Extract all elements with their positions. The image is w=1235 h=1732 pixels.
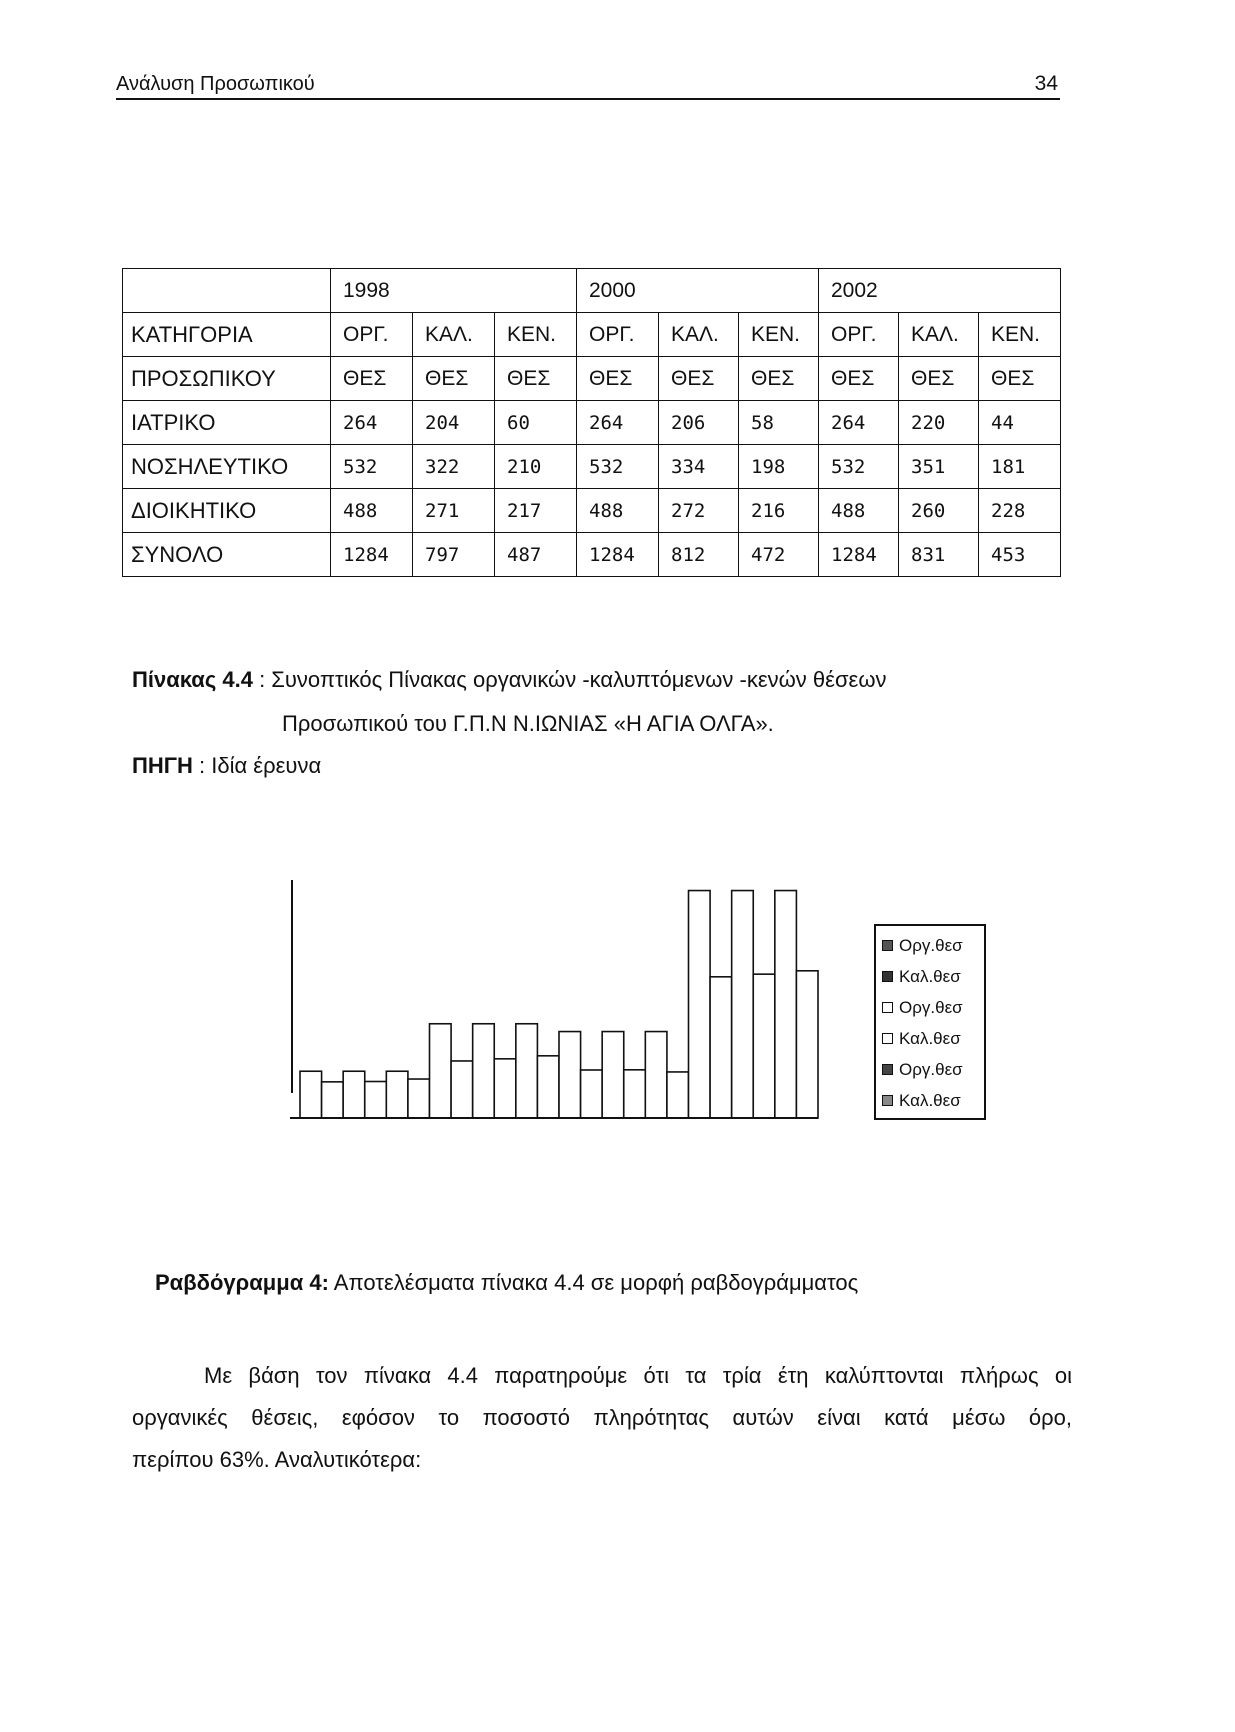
value-cell: 220: [899, 401, 979, 445]
value-cell: 532: [819, 445, 899, 489]
value-cell: 532: [331, 445, 413, 489]
chart-caption-label: Ραβδόγραμμα 4:: [155, 1270, 329, 1295]
legend-swatch-icon: [882, 1064, 893, 1075]
bar: [581, 1070, 603, 1118]
column-header-cell: ΘΕΣ: [739, 357, 819, 401]
value-cell: 217: [495, 489, 577, 533]
value-cell: 60: [495, 401, 577, 445]
year-cell: 1998: [331, 269, 577, 313]
empty-corner-cell: [123, 269, 331, 313]
table-row: [123, 489, 1061, 533]
legend-label: Οργ.θεσ: [899, 935, 963, 955]
column-header-cell: ΟΡΓ.: [819, 313, 899, 357]
value-cell: 322: [413, 445, 495, 489]
table-caption: [132, 667, 887, 693]
bar: [365, 1082, 387, 1118]
bar: [430, 1024, 452, 1118]
page-header: [116, 68, 1060, 100]
legend-swatch-icon: [882, 971, 893, 982]
value-cell: 472: [739, 533, 819, 577]
value-cell: 271: [413, 489, 495, 533]
column-header-row: [123, 313, 1061, 357]
category-cell: ΝΟΣΗΛΕΥΤΙΚΟ: [123, 445, 331, 489]
legend-item: [882, 930, 984, 961]
legend-swatch-icon: [882, 940, 893, 951]
legend-item: [882, 992, 984, 1023]
column-header-cell: ΚΕΝ.: [979, 313, 1061, 357]
bar: [386, 1071, 408, 1118]
value-cell: 228: [979, 489, 1061, 533]
table-row: [123, 401, 1061, 445]
bar: [300, 1071, 322, 1118]
paragraph-line: περίπου 63%. Αναλυτικότερα:: [132, 1447, 422, 1472]
chart-caption-text: Αποτελέσματα πίνακα 4.4 σε μορφή ραβδογράμματος: [328, 1270, 859, 1295]
value-cell: 487: [495, 533, 577, 577]
table-caption-text: : Συνοπτικός Πίνακας οργανικών -καλυπτόμενων -κενών θέσεων: [252, 667, 887, 692]
paragraph-line: Με βάση τον πίνακα 4.4 παρατηρούμε ότι τα τρία έτη καλύπτονται πλήρως οι: [204, 1363, 1072, 1388]
value-cell: 453: [979, 533, 1061, 577]
legend-label: Καλ.θεσ: [899, 1090, 961, 1110]
value-cell: 797: [413, 533, 495, 577]
legend-label: Οργ.θεσ: [899, 1059, 963, 1079]
value-cell: 260: [899, 489, 979, 533]
category-cell: ΣΥΝΟΛΟ: [123, 533, 331, 577]
bar: [689, 891, 711, 1118]
value-cell: 812: [659, 533, 739, 577]
paragraph-line: οργανικές θέσεις, εφόσον το ποσοστό πληρότητας αυτών είναι κατά μέσω όρο,: [132, 1405, 1072, 1430]
source-text: : Ιδία έρευνα: [192, 753, 322, 778]
value-cell: 44: [979, 401, 1061, 445]
bar: [516, 1024, 538, 1118]
legend-item: [882, 1023, 984, 1054]
year-header-row: [123, 269, 1061, 313]
table-source: [132, 753, 321, 779]
table-caption-continued: Προσωπικού του Γ.Π.Ν Ν.ΙΩΝΙΑΣ «Η ΑΓΙΑ ΟΛΓΑ».: [282, 711, 774, 736]
category-header-cell: ΚΑΤΗΓΟΡΙΑ: [123, 313, 331, 357]
column-header-cell: ΘΕΣ: [331, 357, 413, 401]
value-cell: 334: [659, 445, 739, 489]
bar-chart: [290, 860, 830, 1130]
chart-marks: [300, 891, 818, 1118]
column-header-cell: ΚΕΝ.: [495, 313, 577, 357]
value-cell: 272: [659, 489, 739, 533]
legend-swatch-icon: [882, 1033, 893, 1044]
bar: [710, 977, 732, 1118]
bar: [408, 1079, 430, 1118]
bar: [645, 1032, 667, 1118]
value-cell: 488: [819, 489, 899, 533]
chart-caption: [155, 1270, 858, 1296]
column-header-cell: ΚΑΛ.: [659, 313, 739, 357]
year-cell: 2000: [577, 269, 819, 313]
table-row: [123, 533, 1061, 577]
category-cell: ΔΙΟΙΚΗΤΙΚΟ: [123, 489, 331, 533]
legend-item: [882, 1085, 984, 1116]
column-header-cell: ΘΕΣ: [577, 357, 659, 401]
chart-legend: [874, 924, 986, 1120]
value-cell: 58: [739, 401, 819, 445]
column-header-cell: ΘΕΣ: [495, 357, 577, 401]
column-header-cell: ΘΕΣ: [659, 357, 739, 401]
value-cell: 216: [739, 489, 819, 533]
category-cell: ΙΑΤΡΙΚΟ: [123, 401, 331, 445]
bar: [602, 1032, 624, 1118]
bar: [775, 891, 797, 1118]
value-cell: 181: [979, 445, 1061, 489]
value-cell: 831: [899, 533, 979, 577]
bar: [624, 1070, 646, 1118]
legend-label: Οργ.θεσ: [899, 997, 963, 1017]
page-number: 34: [1034, 72, 1058, 95]
bar: [322, 1082, 344, 1118]
column-header-row: [123, 357, 1061, 401]
value-cell: 264: [331, 401, 413, 445]
table-row: [123, 445, 1061, 489]
bar: [473, 1024, 495, 1118]
value-cell: 206: [659, 401, 739, 445]
header-title: Ανάλυση Προσωπικού: [116, 73, 315, 95]
staff-positions-table: [122, 268, 1061, 577]
column-header-cell: ΚΑΛ.: [899, 313, 979, 357]
value-cell: 204: [413, 401, 495, 445]
value-cell: 532: [577, 445, 659, 489]
bar: [732, 891, 754, 1118]
bar: [559, 1032, 581, 1118]
bar: [451, 1061, 473, 1118]
column-header-cell: ΘΕΣ: [819, 357, 899, 401]
bar: [537, 1056, 559, 1118]
legend-item: [882, 961, 984, 992]
value-cell: 1284: [577, 533, 659, 577]
value-cell: 210: [495, 445, 577, 489]
bar: [494, 1059, 516, 1118]
value-cell: 1284: [819, 533, 899, 577]
value-cell: 488: [331, 489, 413, 533]
legend-label: Καλ.θεσ: [899, 966, 961, 986]
bar: [753, 974, 775, 1118]
year-cell: 2002: [819, 269, 1061, 313]
column-header-cell: ΘΕΣ: [413, 357, 495, 401]
value-cell: 1284: [331, 533, 413, 577]
source-label: ΠΗΓΗ: [132, 753, 193, 778]
value-cell: 488: [577, 489, 659, 533]
body-paragraph: [132, 1355, 1072, 1481]
legend-swatch-icon: [882, 1002, 893, 1013]
bar: [796, 971, 818, 1118]
value-cell: 198: [739, 445, 819, 489]
table-caption-label: Πίνακας 4.4: [132, 667, 253, 692]
column-header-cell: ΘΕΣ: [979, 357, 1061, 401]
legend-item: [882, 1054, 984, 1085]
legend-swatch-icon: [882, 1095, 893, 1106]
bar: [343, 1071, 365, 1118]
legend-label: Καλ.θεσ: [899, 1028, 961, 1048]
value-cell: 264: [819, 401, 899, 445]
column-header-cell: ΟΡΓ.: [331, 313, 413, 357]
bar: [667, 1072, 689, 1118]
column-header-cell: ΘΕΣ: [899, 357, 979, 401]
value-cell: 351: [899, 445, 979, 489]
value-cell: 264: [577, 401, 659, 445]
column-header-cell: ΟΡΓ.: [577, 313, 659, 357]
column-header-cell: ΚΑΛ.: [413, 313, 495, 357]
column-header-cell: ΚΕΝ.: [739, 313, 819, 357]
category-header-cell: ΠΡΟΣΩΠΙΚΟΥ: [123, 357, 331, 401]
